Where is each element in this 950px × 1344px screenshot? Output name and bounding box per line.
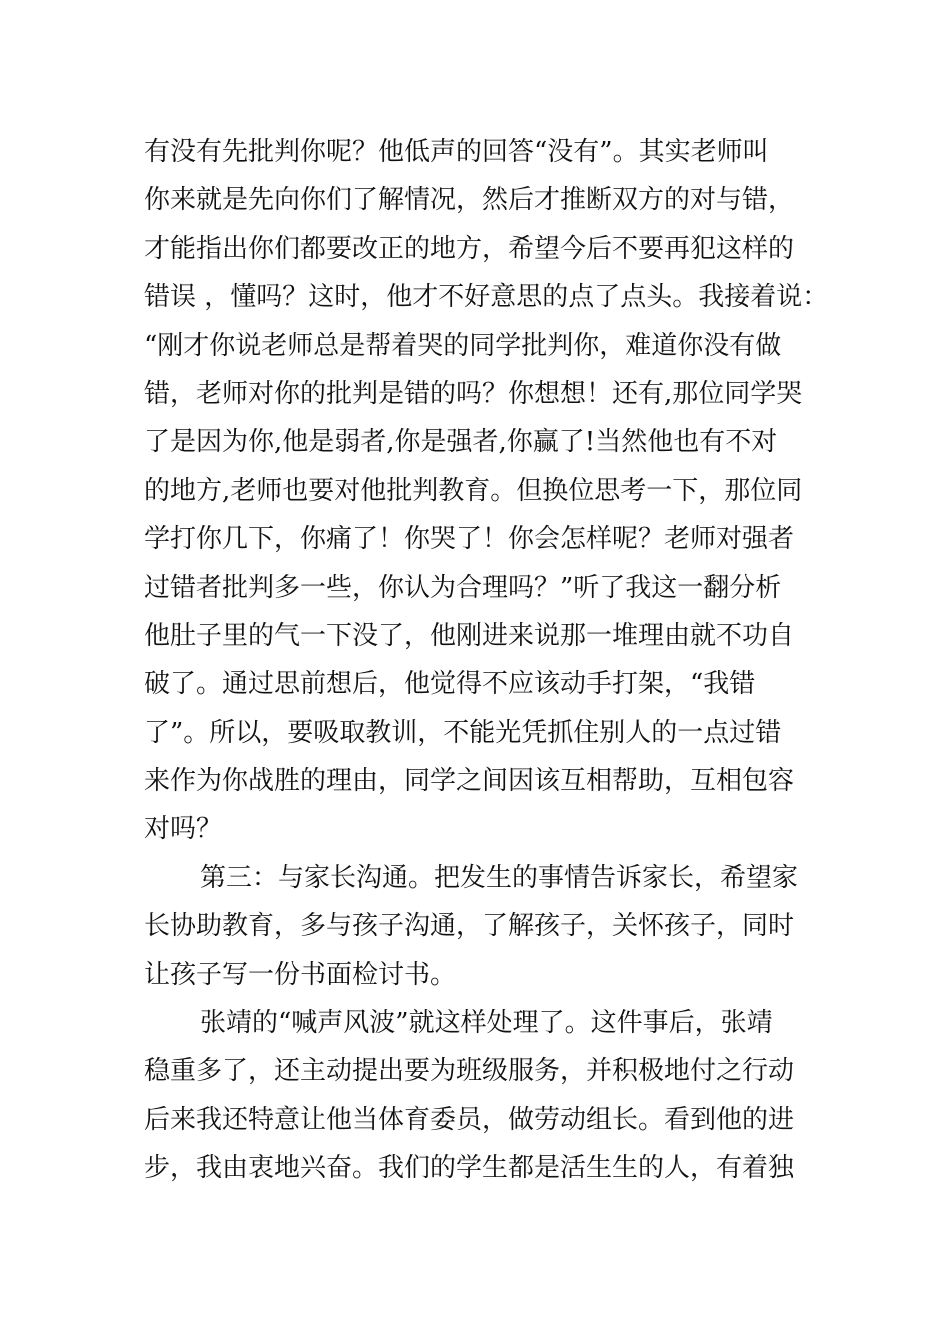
text-line: 稳重多了，还主动提出要为班级服务，并积极地付之行动 [144, 1056, 795, 1087]
paragraph-start-line: 第三：与家长沟通。把发生的事情告诉家长，希望家 [200, 862, 799, 893]
text-line: 长协助教育，多与孩子沟通，了解孩子，关怀孩子，同时 [144, 911, 795, 942]
text-line: 来作为你战胜的理由，同学之间因该互相帮助，互相包容 [144, 766, 795, 797]
text-line: 错，老师对你的批判是错的吗？你想想！还有,那位同学哭 [144, 378, 803, 409]
text-line: 学打你几下，你痛了！你哭了！你会怎样呢？老师对强者 [144, 524, 795, 555]
text-line: 过错者批判多一些，你认为合理吗？”听了我这一翻分析 [144, 572, 782, 603]
paragraph-start-line: 张靖的“喊声风波”就这样处理了。这件事后，张靖 [200, 1008, 773, 1039]
text-line: 了是因为你,他是弱者,你是强者,你赢了!当然他也有不对 [144, 427, 778, 458]
text-line: 后来我还特意让他当体育委员，做劳动组长。看到他的进 [144, 1104, 795, 1135]
text-line: 错误 ，懂吗？这时，他才不好意思的点了点头。我接着说： [144, 282, 829, 313]
text-line: 才能指出你们都要改正的地方，希望今后不要再犯这样的 [144, 233, 795, 264]
text-line: 你来就是先向你们了解情况，然后才推断双方的对与错， [144, 185, 795, 216]
text-line: 的地方,老师也要对他批判教育。但换位思考一下，那位同 [144, 475, 803, 506]
text-line: “刚才你说老师总是帮着哭的同学批判你，难道你没有做 [144, 330, 782, 361]
text-line: 了”。所以，要吸取教训，不能光凭抓住别人的一点过错 [144, 717, 782, 748]
text-line: 他肚子里的气一下没了，他刚进来说那一堆理由就不功自 [144, 620, 795, 651]
text-line: 让孩子写一份书面检讨书。 [144, 959, 457, 990]
text-line: 有没有先批判你呢？他低声的回答“没有”。其实老师叫 [144, 137, 769, 167]
text-line: 破了。通过思前想后，他觉得不应该动手打架，“我错 [144, 669, 756, 700]
text-line: 对吗？ [144, 814, 223, 845]
text-line: 步，我由衷地兴奋。我们的学生都是活生生的人，有着独 [144, 1153, 795, 1184]
body-text [144, 128, 829, 1193]
